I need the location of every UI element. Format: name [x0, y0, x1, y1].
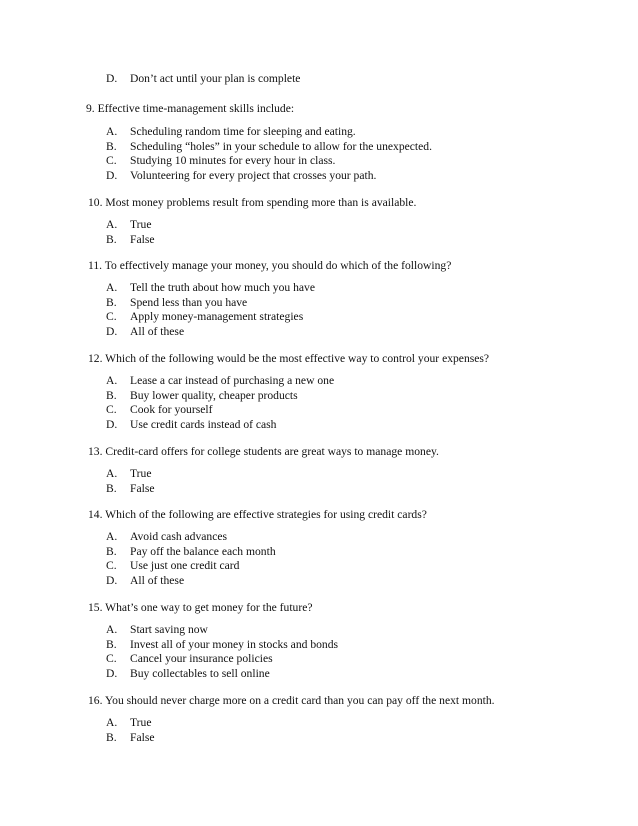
- option-letter: B.: [106, 481, 117, 495]
- answer-option: [106, 374, 334, 389]
- option-text: True: [130, 716, 152, 729]
- option-text: Cook for yourself: [130, 403, 213, 416]
- option-text: Volunteering for every project that crosses your path.: [130, 168, 377, 182]
- answer-option: [106, 169, 376, 184]
- option-text: Use credit cards instead of cash: [130, 417, 277, 431]
- question-text: 14. Which of the following are effective strategies for using credit cards?: [88, 508, 427, 521]
- option-text: Spend less than you have: [130, 295, 248, 309]
- option-letter: A.: [106, 623, 118, 636]
- option-text: All of these: [130, 573, 185, 587]
- answer-option: [106, 467, 151, 482]
- question-text: 11. To effectively manage your money, you should do which of the following?: [88, 259, 452, 272]
- option-letter: D.: [106, 168, 118, 182]
- answer-option: [106, 154, 335, 169]
- option-text: Cancel your insurance policies: [130, 652, 273, 665]
- option-letter: C.: [106, 403, 117, 416]
- option-text: Studying 10 minutes for every hour in class.: [130, 154, 336, 167]
- option-text: Use just one credit card: [130, 559, 240, 572]
- option-text: Start saving now: [130, 623, 208, 636]
- option-letter: A.: [106, 374, 118, 387]
- option-letter: B.: [106, 232, 117, 246]
- answer-option: [106, 296, 247, 311]
- option-text: False: [130, 232, 155, 246]
- answer-option: [106, 731, 154, 746]
- option-letter: D.: [106, 666, 118, 680]
- option-text: False: [130, 481, 155, 495]
- option-text: Invest all of your money in stocks and bonds: [130, 637, 339, 651]
- option-letter: B.: [106, 388, 117, 402]
- answer-option: [106, 233, 154, 248]
- option-letter: C.: [106, 310, 117, 323]
- answer-option: [106, 716, 151, 731]
- option-text: True: [130, 218, 152, 231]
- question-text: 9. Effective time-management skills include:: [86, 102, 295, 115]
- option-text: Lease a car instead of purchasing a new one: [130, 374, 335, 387]
- option-text: True: [130, 467, 152, 480]
- question-text: 16. You should never charge more on a credit card than you can pay off the next month.: [88, 694, 495, 707]
- answer-option: [106, 72, 300, 87]
- option-text: Avoid cash advances: [130, 530, 228, 543]
- option-letter: A.: [106, 218, 118, 231]
- option-letter: B.: [106, 544, 117, 558]
- answer-option: [106, 310, 303, 325]
- answer-option: [106, 623, 208, 638]
- answer-option: [106, 652, 273, 667]
- option-letter: C.: [106, 559, 117, 572]
- option-text: All of these: [130, 324, 185, 338]
- answer-option: [106, 125, 356, 140]
- option-letter: A.: [106, 281, 118, 294]
- option-letter: B.: [106, 730, 117, 744]
- option-text: Scheduling “holes” in your schedule to allow for the unexpected.: [130, 139, 432, 153]
- answer-option: [106, 530, 227, 545]
- option-letter: D.: [106, 573, 118, 587]
- answer-option: [106, 559, 239, 574]
- question-text: 13. Credit-card offers for college students are great ways to manage money.: [88, 445, 439, 458]
- answer-option: [106, 482, 154, 497]
- option-text: Buy lower quality, cheaper products: [130, 388, 298, 402]
- answer-option: [106, 281, 315, 296]
- option-letter: C.: [106, 154, 117, 167]
- answer-option: [106, 667, 270, 682]
- option-letter: A.: [106, 530, 118, 543]
- answer-option: [106, 545, 276, 560]
- answer-option: [106, 418, 276, 433]
- answer-option: [106, 638, 338, 653]
- option-text: False: [130, 730, 155, 744]
- answer-option: [106, 140, 432, 155]
- answer-option: [106, 403, 212, 418]
- option-letter: A.: [106, 716, 118, 729]
- option-letter: D.: [106, 417, 118, 431]
- option-text: Apply money-management strategies: [130, 310, 304, 323]
- option-letter: B.: [106, 637, 117, 651]
- option-text: Pay off the balance each month: [130, 544, 276, 558]
- answer-option: [106, 389, 298, 404]
- option-letter: D.: [106, 72, 118, 85]
- answer-option: [106, 325, 184, 340]
- question-text: 10. Most money problems result from spending more than is available.: [88, 196, 417, 209]
- option-text: Scheduling random time for sleeping and eating.: [130, 125, 356, 138]
- option-letter: C.: [106, 652, 117, 665]
- option-text: Don’t act until your plan is complete: [130, 72, 301, 85]
- option-letter: B.: [106, 139, 117, 153]
- option-text: Buy collectables to sell online: [130, 666, 270, 680]
- option-text: Tell the truth about how much you have: [130, 281, 315, 294]
- option-letter: D.: [106, 324, 118, 338]
- option-letter: A.: [106, 125, 118, 138]
- question-text: 12. Which of the following would be the most effective way to control your expenses?: [88, 352, 490, 365]
- answer-option: [106, 218, 151, 233]
- option-letter: A.: [106, 467, 118, 480]
- answer-option: [106, 574, 184, 589]
- option-letter: B.: [106, 295, 117, 309]
- question-text: 15. What’s one way to get money for the future?: [88, 601, 313, 614]
